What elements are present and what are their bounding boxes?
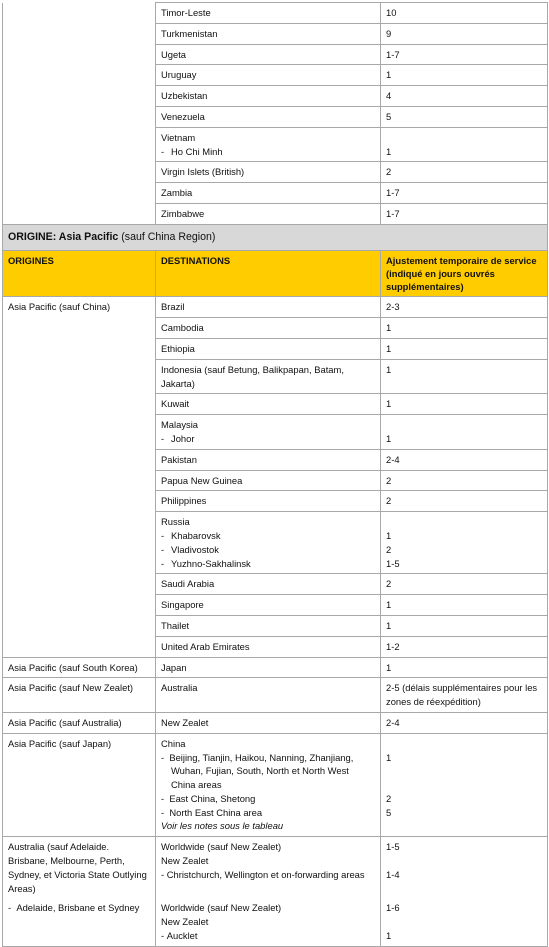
destination-cell: Worldwide (sauf New Zealet) New Zealet - Aucklet — [156, 898, 381, 946]
destination-cell — [156, 733, 381, 837]
section-title: ORIGINE: Asia Pacific (sauf China Region) — [3, 224, 548, 250]
destination-cell: Virgin Islets (British) — [156, 162, 381, 183]
adjustment-cell: 1 — [381, 394, 548, 415]
destination-cell: New Zealet — [156, 712, 381, 733]
destination-cell: Venezuela — [156, 106, 381, 127]
adjustment-cell: 5 — [381, 106, 548, 127]
adjustment-cell: 2-4 — [381, 712, 548, 733]
adjustment-cell: 1 — [381, 415, 548, 450]
destination-subarea: - Vladivostok — [161, 543, 219, 555]
origin-cell: Asia Pacific (sauf South Korea) — [3, 657, 156, 678]
destination-cell: Thailet — [156, 615, 381, 636]
adjustment-cell: 2 — [381, 491, 548, 512]
header-destinations: DESTINATIONS — [156, 250, 381, 297]
destination-cell: Zambia — [156, 183, 381, 204]
adjustment-cell: 1-7 — [381, 203, 548, 224]
header-adjustment: Ajustement temporaire de service (indiqué en jours ouvrés supplémentaires) — [381, 250, 548, 297]
destination-cell: United Arab Emirates — [156, 636, 381, 657]
destination-cell: Pakistan — [156, 449, 381, 470]
adjustment-cell: 2 — [381, 470, 548, 491]
table-row — [3, 837, 548, 899]
origin-cell: Australia (sauf Adelaide. Brisbane, Melbourne, Perth, Sydney, et Victoria State Outlying Areas) — [3, 837, 156, 899]
destination-subarea: - Yuzhno-Sakhalinsk — [161, 557, 251, 569]
table-row — [3, 3, 548, 24]
origin-cell: Asia Pacific (sauf China) — [3, 297, 156, 657]
adjustment-cell: 1 — [381, 657, 548, 678]
destination-name: Russia — [161, 516, 190, 528]
table-row — [3, 733, 548, 837]
adjustment-cell: 1-7 — [381, 183, 548, 204]
destination-cell: Uzbekistan — [156, 86, 381, 107]
origin-cell-empty — [3, 3, 156, 225]
destination-subarea: - North East China area — [161, 806, 263, 818]
adjustment-cell: 1 — [381, 359, 548, 394]
destination-cell: Japan — [156, 657, 381, 678]
table-note-reference: Voir les notes sous le tableau — [161, 820, 284, 832]
destination-cell: Timor-Leste — [156, 3, 381, 24]
adjustment-cell: 2-3 — [381, 297, 548, 318]
destination-name: China — [161, 737, 186, 749]
destination-subarea: - Aucklet — [161, 930, 198, 942]
destination-cell: Cambodia — [156, 318, 381, 339]
destination-subarea: - East China, Shetong — [161, 792, 256, 804]
destination-cell: Kuwait — [156, 394, 381, 415]
adjustment-cell: 1 2 5 — [381, 733, 548, 837]
adjustment-cell: 2 — [381, 162, 548, 183]
table-row — [3, 898, 548, 946]
table-row — [3, 712, 548, 733]
destination-cell: Indonesia (sauf Betung, Balikpapan, Batam, Jakarta) — [156, 359, 381, 394]
table-row — [3, 657, 548, 678]
adjustment-cell: 2-4 — [381, 449, 548, 470]
adjustment-cell: 1-2 — [381, 636, 548, 657]
origin-cell: Asia Pacific (sauf New Zealet) — [3, 678, 156, 713]
destination-name: Malaysia — [161, 419, 198, 431]
destination-cell: Australia — [156, 678, 381, 713]
adjustment-cell: 1 — [381, 338, 548, 359]
destination-cell — [156, 512, 381, 574]
destination-subarea: - Ho Chi Minh — [161, 145, 223, 157]
destination-cell: Philippines — [156, 491, 381, 512]
destination-cell: Ethiopia — [156, 338, 381, 359]
destination-cell: Worldwide (sauf New Zealet) New Zealet - Christchurch, Wellington et on-forwarding areas — [156, 837, 381, 899]
destination-name: Vietnam — [161, 131, 196, 143]
adjustment-cell: 1-6 1 — [381, 898, 548, 946]
column-header-row — [3, 250, 548, 297]
adjustment-cell: 4 — [381, 86, 548, 107]
destination-cell: Zimbabwe — [156, 203, 381, 224]
origin-cell: - Adelaide, Brisbane et Sydney — [3, 898, 156, 946]
adjustment-cell: 1-5 1-4 — [381, 837, 548, 899]
table-row — [3, 678, 548, 713]
destination-cell: Brazil — [156, 297, 381, 318]
adjustment-cell: 1 — [381, 595, 548, 616]
adjustment-cell: 1-7 — [381, 44, 548, 65]
adjustment-cell: 2-5 (délais supplémentaires pour les zones de réexpédition) — [381, 678, 548, 713]
origin-cell: Asia Pacific (sauf Australia) — [3, 712, 156, 733]
adjustment-cell: 1 — [381, 127, 548, 162]
adjustment-cell: 1 — [381, 318, 548, 339]
adjustment-cell: 2 — [381, 574, 548, 595]
destination-cell: Singapore — [156, 595, 381, 616]
destination-cell — [156, 415, 381, 450]
destination-subarea: - Christchurch, Wellington et on-forwarding areas — [161, 868, 365, 880]
destination-cell: Turkmenistan — [156, 23, 381, 44]
adjustment-cell: 10 — [381, 3, 548, 24]
service-adjustment-table — [2, 2, 548, 947]
adjustment-cell: 1 — [381, 65, 548, 86]
destination-subarea: - Khabarovsk — [161, 529, 221, 541]
destination-subarea: - Johor — [161, 432, 195, 444]
destination-cell: Saudi Arabia — [156, 574, 381, 595]
section-header-row — [3, 224, 548, 250]
origin-cell: Asia Pacific (sauf Japan) — [3, 733, 156, 837]
destination-subarea: - Beijing, Tianjin, Haikou, Nanning, Zhanjiang, Wuhan, Fujian, South, North et North West China areas — [161, 751, 354, 791]
adjustment-cell: 1 — [381, 615, 548, 636]
destination-cell: Uruguay — [156, 65, 381, 86]
destination-cell: Ugeta — [156, 44, 381, 65]
header-origins: ORIGINES — [3, 250, 156, 297]
table-row — [3, 297, 548, 318]
destination-cell — [156, 127, 381, 162]
adjustment-cell: 9 — [381, 23, 548, 44]
destination-cell: Papua New Guinea — [156, 470, 381, 491]
adjustment-cell: 1 2 1-5 — [381, 512, 548, 574]
